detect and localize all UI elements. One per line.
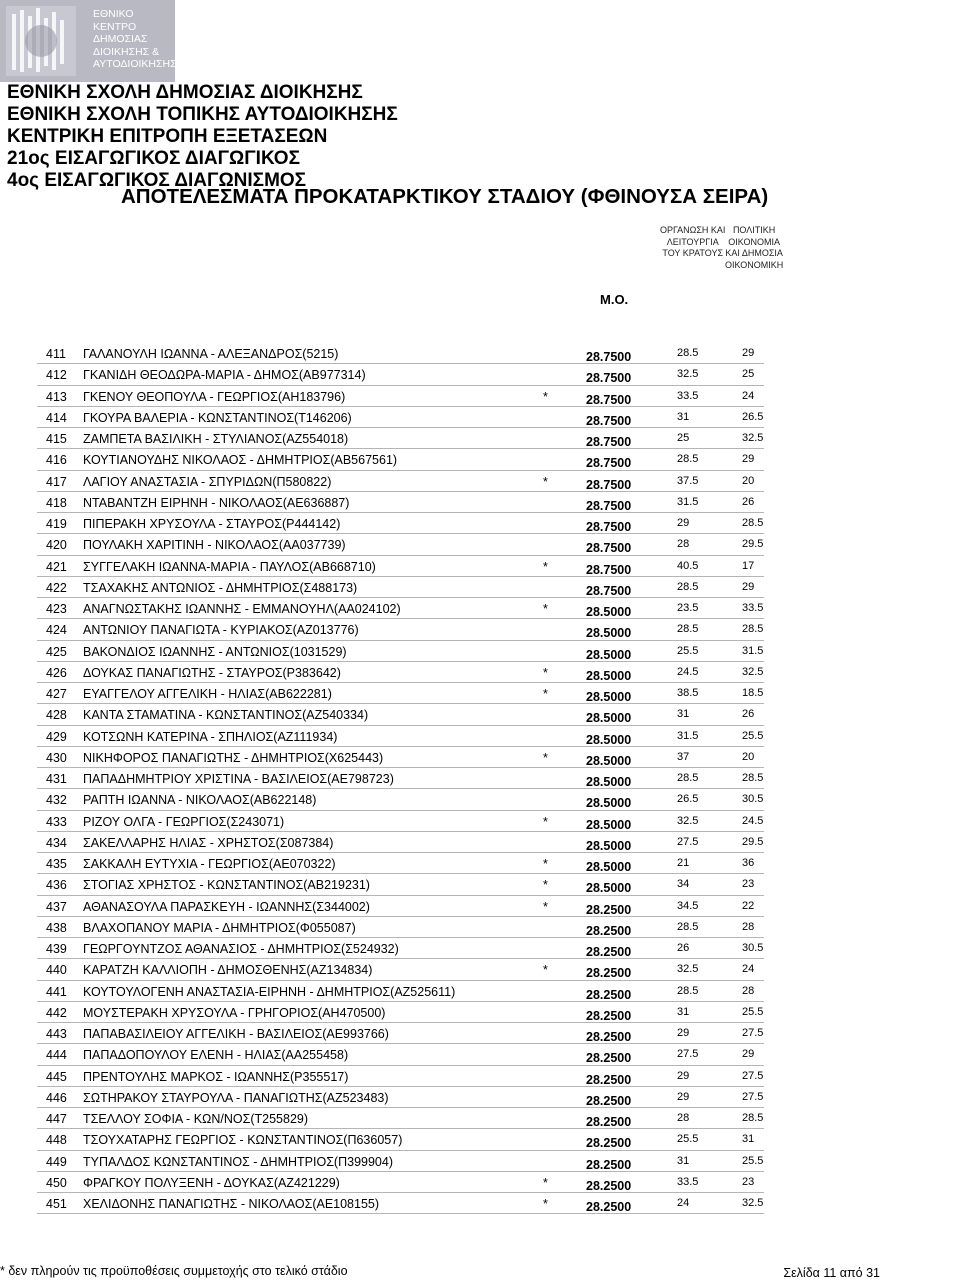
score-political-economy: 26.5 [742, 410, 764, 423]
table-row [37, 811, 764, 832]
candidate-name: ΣΤΟΓΙΑΣ ΧΡΗΣΤΟΣ - ΚΩΝΣΤΑΝΤΙΝΟΣ(ΑΒ219231) [83, 878, 370, 893]
table-row [37, 981, 764, 1002]
logo-line: ΔΗΜΟΣΙΑΣ [93, 33, 148, 45]
score-state-organization: 32.5 [677, 963, 699, 976]
column-header-line: ΟΙΚΟΝΟΜΙΑ [728, 236, 780, 247]
table-row [37, 1151, 764, 1172]
ineligible-marker: * [543, 389, 548, 404]
average-score: 28.2500 [586, 1200, 632, 1214]
header-line: ΕΘΝΙΚΗ ΣΧΟΛΗ ΔΗΜΟΣΙΑΣ ΔΙΟΙΚΗΣΗΣ [7, 82, 363, 103]
score-state-organization: 33.5 [677, 1175, 699, 1188]
candidate-name: ΓΕΩΡΓΟΥΝΤΖΟΣ ΑΘΑΝΑΣΙΟΣ - ΔΗΜΗΤΡΙΟΣ(Σ524932) [83, 942, 399, 956]
score-political-economy: 25.5 [742, 729, 764, 742]
score-political-economy: 18.5 [742, 687, 764, 699]
row-number: 432 [46, 793, 67, 808]
row-number: 440 [46, 963, 67, 978]
candidate-name: ΡΙΖΟΥ ΟΛΓΑ - ΓΕΩΡΓΙΟΣ(Σ243071) [83, 814, 285, 829]
header-line: 21ος ΕΙΣΑΓΩΓΙΚΟΣ ΔΙΑΓΩΓΙΚΟΣ [7, 148, 300, 169]
table-row [37, 386, 764, 407]
table-row [37, 832, 764, 853]
ineligible-marker: * [543, 602, 548, 616]
row-number: 418 [46, 495, 67, 510]
candidate-name: ΑΝΤΩΝΙΟΥ ΠΑΝΑΓΙΩΤΑ - ΚΥΡΙΑΚΟΣ(ΑΖ013776) [83, 623, 359, 638]
average-score: 28.7500 [586, 435, 632, 449]
score-political-economy: 24.5 [742, 814, 764, 827]
score-state-organization: 28.5 [677, 580, 699, 593]
score-state-organization: 34 [677, 878, 690, 891]
row-number: 414 [46, 410, 67, 425]
ineligible-marker: * [543, 665, 548, 680]
average-score: 28.5000 [586, 732, 632, 747]
candidate-name: ΔΟΥΚΑΣ ΠΑΝΑΓΙΩΤΗΣ - ΣΤΑΥΡΟΣ(Ρ383642) [83, 665, 341, 680]
row-number: 420 [46, 538, 67, 553]
ekdda-logo [0, 0, 175, 82]
score-political-economy: 26 [742, 495, 755, 508]
score-state-organization: 31.5 [677, 495, 699, 508]
table-row [37, 1087, 764, 1108]
row-number: 419 [46, 517, 67, 531]
score-political-economy: 24 [742, 963, 755, 976]
candidate-name: ΕΥΑΓΓΕΛΟΥ ΑΓΓΕΛΙΚΗ - ΗΛΙΑΣ(ΑΒ622281) [83, 687, 332, 701]
logo-line: ΚΕΝΤΡΟ [93, 20, 137, 33]
score-political-economy: 28.5 [742, 1112, 764, 1124]
average-score: 28.5000 [586, 626, 632, 641]
score-political-economy: 28.5 [742, 517, 764, 529]
candidate-name: ΠΑΠΑΔΟΠΟΥΛΟΥ ΕΛΕΝΗ - ΗΛΙΑΣ(ΑΑ255458) [83, 1048, 349, 1063]
average-score: 28.5000 [586, 668, 632, 683]
average-score: 28.2500 [586, 1157, 632, 1172]
average-score: 28.2500 [586, 923, 632, 938]
candidate-name: ΓΚΟΥΡΑ ΒΑΛΕΡΙΑ - ΚΩΝΣΤΑΝΤΙΝΟΣ(Τ146206) [83, 410, 352, 425]
ineligible-marker: * [543, 1197, 548, 1211]
score-state-organization: 28 [677, 538, 690, 551]
table-row [37, 789, 764, 810]
average-score: 28.2500 [586, 1051, 632, 1066]
candidate-name: ΣΩΤΗΡΑΚΟΥ ΣΤΑΥΡΟΥΛΑ - ΠΑΝΑΓΙΩΤΗΣ(ΑΖ523483) [83, 1090, 389, 1105]
candidate-name: ΠΑΠΑΒΑΣΙΛΕΙΟΥ ΑΓΓΕΛΙΚΗ - ΒΑΣΙΛΕΙΟΣ(ΑΕ993766) [83, 1027, 389, 1041]
column-header-average: Μ.Ο. [600, 292, 629, 307]
candidate-name: ΦΡΑΓΚΟΥ ΠΟΛΥΞΕΝΗ - ΔΟΥΚΑΣ(ΑΖ421229) [83, 1175, 340, 1190]
score-state-organization: 28 [677, 1112, 690, 1124]
table-row [37, 768, 764, 789]
score-state-organization: 28.5 [677, 623, 699, 636]
score-state-organization: 31 [677, 708, 690, 721]
score-political-economy: 27.5 [742, 1027, 764, 1039]
candidate-name: ΣΑΚΚΑΛΗ ΕΥΤΥΧΙΑ - ΓΕΩΡΓΙΟΣ(ΑΕ070322) [83, 857, 336, 871]
score-state-organization: 24 [677, 1197, 690, 1209]
table-row [37, 726, 764, 747]
score-state-organization: 28.5 [677, 984, 699, 997]
row-number: 451 [46, 1197, 67, 1211]
row-number: 424 [46, 623, 67, 638]
average-score: 28.7500 [586, 520, 632, 534]
candidate-name: ΤΣΑΧΑΚΗΣ ΑΝΤΩΝΙΟΣ - ΔΗΜΗΤΡΙΟΣ(Σ488173) [83, 580, 358, 595]
table-row [37, 1172, 764, 1193]
score-state-organization: 31 [677, 410, 690, 423]
table-row [37, 513, 764, 534]
row-number: 425 [46, 644, 67, 659]
score-political-economy: 29.5 [742, 835, 764, 848]
score-political-economy: 29 [742, 453, 755, 466]
score-state-organization: 31.5 [677, 729, 699, 742]
candidate-name: ΒΑΚΟΝΔΙΟΣ ΙΩΑΝΝΗΣ - ΑΝΤΩΝΙΟΣ(1031529) [83, 644, 347, 659]
column-header-line: ΚΑΙ ΔΗΜΟΣΙΑ [725, 248, 783, 258]
row-number: 412 [46, 368, 67, 383]
score-political-economy: 27.5 [742, 1069, 764, 1082]
table-row [37, 577, 764, 598]
score-state-organization: 29 [677, 1090, 690, 1103]
average-score: 28.5000 [586, 775, 632, 789]
average-score: 28.7500 [586, 350, 632, 364]
candidate-name: ΣΥΓΓΕΛΑΚΗ ΙΩΑΝΝΑ-ΜΑΡΙΑ - ΠΑΥΛΟΣ(ΑΒ668710) [83, 559, 376, 574]
average-score: 28.5000 [586, 817, 632, 832]
candidate-name: ΤΣΕΛΛΟΥ ΣΟΦΙΑ - ΚΩΝ/ΝΟΣ(Τ255829) [83, 1112, 309, 1126]
score-state-organization: 27.5 [677, 835, 699, 848]
ineligible-marker: * [543, 559, 548, 574]
score-state-organization: 29 [677, 517, 690, 529]
candidate-name: ΝΤΑΒΑΝΤΖΗ ΕΙΡΗΝΗ - ΝΙΚΟΛΑΟΣ(ΑΕ636887) [83, 495, 350, 510]
ineligible-marker: * [543, 474, 548, 489]
row-number: 444 [46, 1048, 67, 1063]
column-header-state-organization [660, 225, 725, 260]
table-row [37, 364, 764, 385]
logo-line: ΑΥΤΟΔΙΟΙΚΗΣΗΣ [93, 58, 177, 70]
logo-line: ΕΘΝΙΚΟ [93, 8, 134, 20]
row-number: 428 [46, 708, 67, 723]
row-number: 427 [46, 687, 67, 701]
average-score: 28.2500 [586, 902, 632, 917]
candidate-name: ΤΥΠΑΛΔΟΣ ΚΩΝΣΤΑΝΤΙΝΟΣ - ΔΗΜΗΤΡΙΟΣ(Π399904) [83, 1154, 393, 1169]
score-political-economy: 26 [742, 708, 755, 721]
score-political-economy: 33.5 [742, 602, 764, 614]
candidate-name: ΖΑΜΠΕΤΑ ΒΑΣΙΛΙΚΗ - ΣΤΥΛΙΑΝΟΣ(ΑΖ554018) [83, 432, 349, 446]
row-number: 441 [46, 984, 67, 999]
ineligible-marker: * [543, 857, 548, 871]
average-score: 28.5000 [586, 881, 632, 896]
table-row [37, 534, 764, 555]
table-row [37, 704, 764, 725]
candidate-name: ΜΟΥΣΤΕΡΑΚΗ ΧΡΥΣΟΥΛΑ - ΓΡΗΓΟΡΙΟΣ(ΑΗ470500) [83, 1005, 386, 1020]
average-score: 28.7500 [586, 498, 632, 513]
candidate-name: ΚΑΝΤΑ ΣΤΑΜΑΤΙΝΑ - ΚΩΝΣΤΑΝΤΙΝΟΣ(ΑΖ540334) [83, 708, 369, 723]
score-political-economy: 29 [742, 347, 755, 359]
average-score: 28.5000 [586, 711, 632, 726]
score-state-organization: 28.5 [677, 772, 699, 784]
table-row [37, 343, 764, 364]
candidate-name: ΓΚΕΝΟΥ ΘΕΟΠΟΥΛΑ - ΓΕΩΡΓΙΟΣ(ΑΗ183796) [83, 389, 346, 404]
score-political-economy: 25 [742, 368, 755, 381]
average-score: 28.2500 [586, 1178, 632, 1193]
average-score: 28.7500 [586, 371, 632, 386]
row-number: 442 [46, 1005, 67, 1020]
score-state-organization: 24.5 [677, 665, 699, 678]
score-state-organization: 25.5 [677, 1133, 699, 1146]
ineligible-marker: * [543, 750, 548, 765]
page-number: Σελίδα 11 από 31 [783, 1266, 880, 1280]
score-political-economy: 29 [742, 1048, 755, 1061]
score-political-economy: 32.5 [742, 665, 764, 678]
column-header-line: ΠΟΛΙΤΙΚΗ [732, 225, 776, 235]
row-number: 430 [46, 750, 67, 765]
score-state-organization: 37.5 [677, 474, 699, 487]
candidate-name: ΚΟΥΤΙΑΝΟΥΔΗΣ ΝΙΚΟΛΑΟΣ - ΔΗΜΗΤΡΙΟΣ(ΑΒ567561) [83, 453, 398, 468]
score-state-organization: 29 [677, 1027, 690, 1039]
candidate-name: ΝΙΚΗΦΟΡΟΣ ΠΑΝΑΓΙΩΤΗΣ - ΔΗΜΗΤΡΙΟΣ(Χ625443) [83, 750, 384, 765]
row-number: 411 [46, 347, 66, 361]
row-number: 431 [46, 772, 67, 786]
table-row [37, 619, 764, 640]
candidate-name: ΣΑΚΕΛΛΑΡΗΣ ΗΛΙΑΣ - ΧΡΗΣΤΟΣ(Σ087384) [83, 835, 334, 850]
candidate-name: ΠΟΥΛΑΚΗ ΧΑΡΙΤΙΝΗ - ΝΙΚΟΛΑΟΣ(ΑΑ037739) [83, 538, 346, 553]
score-political-economy: 27.5 [742, 1090, 764, 1103]
ineligible-marker: * [543, 963, 548, 978]
candidate-name: ΑΘΑΝΑΣΟΥΛΑ ΠΑΡΑΣΚΕΥΗ - ΙΩΑΝΝΗΣ(Σ344002) [83, 899, 370, 914]
candidate-name: ΑΝΑΓΝΩΣΤΑΚΗΣ ΙΩΑΝΝΗΣ - ΕΜΜΑΝΟΥΗΛ(ΑΑ024102) [83, 602, 401, 616]
row-number: 426 [46, 665, 67, 680]
header-line: ΕΘΝΙΚΗ ΣΧΟΛΗ ΤΟΠΙΚΗΣ ΑΥΤΟΔΙΟΙΚΗΣΗΣ [7, 104, 398, 125]
score-political-economy: 32.5 [742, 1197, 764, 1209]
score-political-economy: 31 [742, 1133, 755, 1146]
row-number: 443 [46, 1027, 67, 1041]
row-number: 448 [46, 1133, 67, 1148]
table-row [37, 1066, 764, 1087]
column-header-line: ΟΙΚΟΝΟΜΙΚΗ [725, 259, 784, 270]
logo-emblem-icon [6, 6, 76, 76]
table-row [37, 1023, 764, 1044]
score-state-organization: 32.5 [677, 368, 699, 381]
score-state-organization: 26.5 [677, 793, 699, 806]
score-political-economy: 29.5 [742, 538, 764, 551]
average-score: 28.2500 [586, 1093, 632, 1108]
candidate-name: ΠΡΕΝΤΟΥΛΗΣ ΜΑΡΚΟΣ - ΙΩΑΝΝΗΣ(Ρ355517) [83, 1069, 349, 1084]
score-political-economy: 28 [742, 920, 755, 933]
score-political-economy: 20 [742, 750, 755, 763]
row-number: 422 [46, 580, 67, 595]
average-score: 28.2500 [586, 1008, 632, 1023]
score-state-organization: 34.5 [677, 899, 699, 912]
average-score: 28.7500 [586, 541, 632, 556]
candidate-name: ΓΚΑΝΙΔΗ ΘΕΟΔΩΡΑ-ΜΑΡΙΑ - ΔΗΜΟΣ(ΑΒ977314) [83, 368, 366, 383]
average-score: 28.2500 [586, 987, 632, 1002]
row-number: 449 [46, 1154, 67, 1169]
average-score: 28.5000 [586, 647, 632, 662]
score-political-economy: 22 [742, 899, 755, 912]
table-row [37, 1129, 764, 1150]
score-political-economy: 31.5 [742, 644, 764, 657]
table-row [37, 683, 764, 704]
table-row [37, 492, 764, 513]
score-political-economy: 20 [742, 474, 755, 487]
score-state-organization: 37 [677, 750, 690, 763]
average-score: 28.5000 [586, 690, 632, 704]
ineligible-marker: * [543, 899, 548, 914]
average-score: 28.5000 [586, 860, 632, 874]
score-state-organization: 25 [677, 432, 690, 444]
table-row [37, 917, 764, 938]
results-table [37, 343, 764, 1214]
score-political-economy: 25.5 [742, 1154, 764, 1167]
column-header-political-economy [725, 225, 783, 271]
candidate-name: ΒΛΑΧΟΠΑΝΟΥ ΜΑΡΙΑ - ΔΗΜΗΤΡΙΟΣ(Φ055087) [83, 920, 356, 935]
candidate-name: ΛΑΓΙΟΥ ΑΝΑΣΤΑΣΙΑ - ΣΠΥΡΙΔΩΝ(Π580822) [83, 474, 332, 489]
average-score: 28.7500 [586, 583, 632, 598]
candidate-name: ΠΙΠΕΡΑΚΗ ΧΡΥΣΟΥΛΑ - ΣΤΑΥΡΟΣ(Ρ444142) [83, 517, 341, 531]
score-state-organization: 38.5 [677, 687, 699, 699]
row-number: 433 [46, 814, 67, 829]
row-number: 437 [46, 899, 67, 914]
table-row [37, 641, 764, 662]
row-number: 415 [46, 432, 67, 446]
row-number: 446 [46, 1090, 67, 1105]
average-score: 28.2500 [586, 966, 632, 981]
table-row [37, 853, 764, 874]
score-state-organization: 28.5 [677, 453, 699, 466]
average-score: 28.5000 [586, 838, 632, 853]
page-title: ΑΠΟΤΕΛΕΣΜΑΤΑ ΠΡΟΚΑΤΑΡΚΤΙΚΟΥ ΣΤΑΔΙΟΥ (ΦΘΙΝΟΥΣΑ ΣΕΙΡΑ) [121, 185, 769, 208]
score-political-economy: 28.5 [742, 772, 764, 784]
average-score: 28.7500 [586, 456, 632, 471]
average-score: 28.7500 [586, 392, 632, 407]
candidate-name: ΚΟΤΣΩΝΗ ΚΑΤΕΡΙΝΑ - ΣΠΗΛΙΟΣ(ΑΖ111934) [83, 729, 338, 744]
score-political-economy: 30.5 [742, 942, 764, 954]
ineligible-marker: * [543, 878, 548, 893]
average-score: 28.7500 [586, 477, 632, 492]
score-state-organization: 31 [677, 1005, 690, 1018]
row-number: 413 [46, 389, 67, 404]
score-state-organization: 33.5 [677, 389, 699, 402]
average-score: 28.5000 [586, 796, 632, 811]
table-row [37, 449, 764, 470]
score-political-economy: 28.5 [742, 623, 764, 636]
candidate-name: ΠΑΠΑΔΗΜΗΤΡΙΟΥ ΧΡΙΣΤΙΝΑ - ΒΑΣΙΛΕΙΟΣ(ΑΕ798723) [83, 772, 394, 786]
row-number: 423 [46, 602, 67, 616]
table-row [37, 428, 764, 449]
row-number: 445 [46, 1069, 67, 1084]
header-line: ΚΕΝΤΡΙΚΗ ΕΠΙΤΡΟΠΗ ΕΞΕΤΑΣΕΩΝ [7, 126, 328, 147]
row-number: 447 [46, 1112, 67, 1126]
score-political-economy: 30.5 [742, 793, 764, 806]
score-state-organization: 31 [677, 1154, 690, 1167]
score-state-organization: 21 [677, 857, 690, 869]
average-score: 28.7500 [586, 562, 632, 577]
logo-text [93, 8, 177, 71]
score-political-economy: 23 [742, 1175, 755, 1188]
row-number: 439 [46, 942, 67, 956]
row-number: 416 [46, 453, 67, 468]
score-political-economy: 32.5 [742, 432, 764, 444]
average-score: 28.2500 [586, 1030, 632, 1044]
table-row [37, 1044, 764, 1065]
table-row [37, 556, 764, 577]
column-header-line: ΟΡΓΑΝΩΣΗ ΚΑΙ [660, 225, 726, 235]
table-row [37, 747, 764, 768]
score-political-economy: 36 [742, 857, 755, 869]
candidate-name: ΚΟΥΤΟΥΛΟΓΕΝΗ ΑΝΑΣΤΑΣΙΑ-ΕΙΡΗΝΗ - ΔΗΜΗΤΡΙΟΣ(ΑΖ525611) [83, 984, 456, 999]
table-row [37, 874, 764, 895]
score-political-economy: 23 [742, 878, 755, 891]
average-score: 28.7500 [586, 413, 632, 428]
score-political-economy: 17 [742, 559, 755, 572]
average-score: 28.5000 [586, 753, 632, 768]
average-score: 28.5000 [586, 605, 632, 619]
score-state-organization: 23.5 [677, 602, 699, 614]
score-state-organization: 29 [677, 1069, 690, 1082]
table-row [37, 471, 764, 492]
average-score: 28.2500 [586, 945, 632, 959]
row-number: 438 [46, 920, 67, 935]
score-state-organization: 32.5 [677, 814, 699, 827]
candidate-name: ΡΑΠΤΗ ΙΩΑΝΝΑ - ΝΙΚΟΛΑΟΣ(ΑΒ622148) [83, 793, 317, 808]
row-number: 417 [46, 474, 67, 489]
candidate-name: ΧΕΛΙΔΟΝΗΣ ΠΑΝΑΓΙΩΤΗΣ - ΝΙΚΟΛΑΟΣ(ΑΕ108155) [83, 1197, 380, 1211]
score-state-organization: 28.5 [677, 920, 699, 933]
candidate-name: ΤΣΟΥΧΑΤΑΡΗΣ ΓΕΩΡΓΙΟΣ - ΚΩΝΣΤΑΝΤΙΝΟΣ(Π636057) [83, 1133, 403, 1148]
score-state-organization: 26 [677, 942, 690, 954]
score-state-organization: 27.5 [677, 1048, 699, 1061]
score-political-economy: 24 [742, 389, 755, 402]
score-state-organization: 25.5 [677, 644, 699, 657]
table-row [37, 938, 764, 959]
table-row [37, 1002, 764, 1023]
ineligible-marker: * [543, 814, 548, 829]
footer-note: * δεν πληρούν τις προϋποθέσεις συμμετοχής στο τελικό στάδιο [0, 1264, 348, 1278]
row-number: 434 [46, 835, 67, 850]
row-number: 435 [46, 857, 67, 871]
table-row [37, 1108, 764, 1129]
header-block [7, 82, 398, 192]
logo-line: ΔΙΟΙΚΗΣΗΣ & [93, 45, 160, 58]
score-political-economy: 29 [742, 580, 755, 593]
column-header-line: ΤΟΥ ΚΡΑΤΟΥΣ [662, 248, 724, 258]
average-score: 28.2500 [586, 1136, 632, 1151]
row-number: 436 [46, 878, 67, 893]
candidate-name: ΓΑΛΑΝΟΥΛΗ ΙΩΑΝΝΑ - ΑΛΕΞΑΝΔΡΟΣ(5215) [83, 347, 339, 361]
row-number: 421 [46, 559, 67, 574]
ineligible-marker: * [543, 687, 548, 701]
row-number: 429 [46, 729, 67, 744]
table-row [37, 407, 764, 428]
score-political-economy: 25.5 [742, 1005, 764, 1018]
table-row [37, 662, 764, 683]
table-row [37, 1193, 764, 1214]
candidate-name: ΚΑΡΑΤΖΗ ΚΑΛΛΙΟΠΗ - ΔΗΜΟΣΘΕΝΗΣ(ΑΖ134834) [83, 963, 373, 978]
table-row [37, 896, 764, 917]
score-state-organization: 40.5 [677, 559, 699, 572]
table-row [37, 959, 764, 980]
column-header-line: ΛΕΙΤΟΥΡΓΙΑ [666, 236, 719, 247]
row-number: 450 [46, 1175, 67, 1190]
ineligible-marker: * [543, 1175, 548, 1190]
average-score: 28.2500 [586, 1072, 632, 1087]
table-row [37, 598, 764, 619]
score-state-organization: 28.5 [677, 347, 699, 359]
header-line: 4ος ΕΙΣΑΓΩΓΙΚΟΣ ΔΙΑΓΩΝΙΣΜΟΣ [7, 170, 307, 191]
score-political-economy: 28 [742, 984, 755, 997]
average-score: 28.2500 [586, 1115, 632, 1129]
